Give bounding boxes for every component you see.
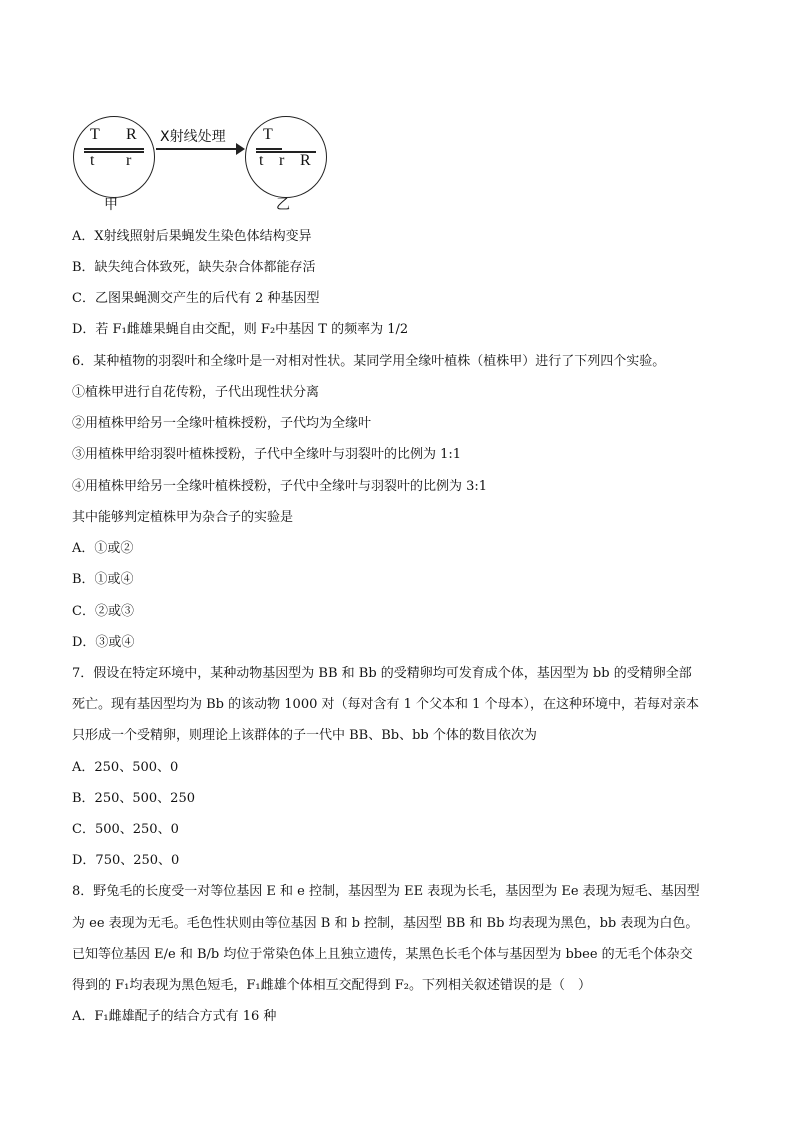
q7-option-c: C．500、250、0	[72, 822, 179, 837]
q5-option-b: B．缺失纯合体致死，缺失杂合体都能存活	[72, 260, 316, 275]
q7-option-d: D．750、250、0	[72, 853, 180, 868]
gene-r: r	[126, 152, 132, 169]
gene-t: t	[259, 152, 264, 169]
caption-jia: 甲	[104, 197, 118, 213]
q8-option-a: A．F₁雌雄配子的结合方式有 16 种	[72, 1009, 277, 1024]
gene-T: T	[263, 126, 273, 143]
q6-item-3: ③用植株甲给羽裂叶植株授粉，子代中全缘叶与羽裂叶的比例为 1:1	[72, 447, 462, 462]
q5-option-a: A．X射线照射后果蝇发生染色体结构变异	[72, 229, 312, 244]
q6-question: 其中能够判定植株甲为杂合子的实验是	[72, 510, 294, 525]
gene-T: T	[90, 126, 100, 143]
q6-item-2: ②用植株甲给另一全缘叶植株授粉，子代均为全缘叶	[72, 416, 372, 431]
q7-line-3: 只形成一个受精卵，则理论上该群体的子一代中 BB、Bb、bb 个体的数目依次为	[72, 728, 537, 743]
gene-t: t	[90, 152, 95, 169]
q5-option-c: C．乙图果蝇测交产生的后代有 2 种基因型	[72, 291, 320, 306]
q5-option-d: D．若 F₁雌雄果蝇自由交配，则 F₂中基因 T 的频率为 1/2	[72, 322, 409, 337]
arrow-label: X射线处理	[160, 129, 226, 145]
cell-yi-circle	[245, 116, 327, 198]
q6-option-c: C．②或③	[72, 604, 134, 619]
cell-jia-circle	[73, 116, 155, 198]
q8-line-4: 得到的 F₁均表现为黑色短毛，F₁雌雄个体相互交配得到 F₂。下列相关叙述错误的是（ ）	[72, 978, 591, 993]
gene-r: r	[279, 152, 285, 169]
chromosome-diagram	[70, 108, 330, 218]
arrow-line	[156, 148, 242, 150]
gene-R: R	[300, 152, 311, 169]
q7-line-1: 7．假设在特定环境中，某种动物基因型为 BB 和 Bb 的受精卵均可发育成个体，基因型为 bb 的受精卵全部	[72, 666, 692, 681]
q6-option-a: A．①或②	[72, 541, 134, 556]
q6-stem: 6．某种植物的羽裂叶和全缘叶是一对相对性状。某同学用全缘叶植株（植株甲）进行了下列四个实验。	[72, 354, 666, 369]
q8-line-3: 已知等位基因 E/e 和 B/b 均位于常染色体上且独立遗传，某黑色长毛个体与基因型为 bbee 的无毛个体杂交	[72, 947, 693, 962]
arrow-head-icon	[236, 143, 245, 155]
q6-item-4: ④用植株甲给另一全缘叶植株授粉，子代中全缘叶与羽裂叶的比例为 3:1	[72, 479, 488, 494]
caption-yi: 乙	[276, 197, 290, 213]
q7-line-2: 死亡。现有基因型均为 Bb 的该动物 1000 对（每对含有 1 个父本和 1 个母本），在这种环境中，若每对亲本	[72, 697, 700, 712]
q8-line-2: 为 ee 表现为无毛。毛色性状则由等位基因 B 和 b 控制，基因型 BB 和 Bb 均表现为黑色，bb 表现为白色。	[72, 916, 699, 931]
gene-R: R	[126, 126, 137, 143]
chromosome-line	[84, 148, 144, 150]
q6-item-1: ①植株甲进行自花传粉，子代出现性状分离	[72, 385, 320, 400]
q7-option-b: B．250、500、250	[72, 791, 195, 806]
chromosome-line	[256, 148, 282, 150]
q8-line-1: 8．野兔毛的长度受一对等位基因 E 和 e 控制，基因型为 EE 表现为长毛，基因型为 Ee 表现为短毛、基因型	[72, 884, 700, 899]
q6-option-d: D．③或④	[72, 635, 135, 650]
q6-option-b: B．①或④	[72, 572, 134, 587]
q7-option-a: A．250、500、0	[72, 760, 179, 775]
